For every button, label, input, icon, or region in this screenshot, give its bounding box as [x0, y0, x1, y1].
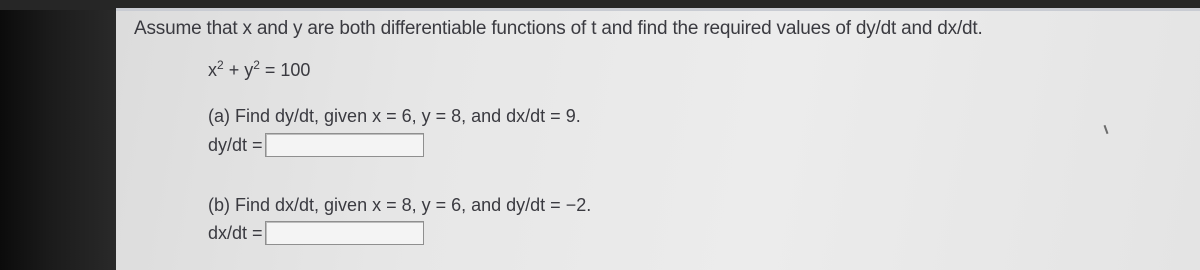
equation-x-exponent: 2: [217, 58, 224, 72]
part-a-answer-row: [208, 133, 424, 157]
monitor-bezel: [0, 0, 120, 270]
dy-dt-answer-input[interactable]: [265, 133, 424, 157]
part-a-prompt: (a) Find dy/dt, given x = 6, y = 8, and dx/dt = 9.: [208, 106, 581, 126]
equation-y: y: [244, 60, 254, 80]
equation-plus: +: [223, 60, 245, 80]
part-b-prompt: (b) Find dx/dt, given x = 8, y = 6, and dy/dt = −2.: [208, 195, 592, 215]
problem-instruction: Assume that x and y are both differentiable functions of t and find the required values of dy/dt and dx/dt.: [134, 18, 983, 39]
dx-dt-answer-input[interactable]: [265, 221, 424, 245]
question-panel: [116, 8, 1200, 270]
equation-rhs: = 100: [259, 60, 311, 80]
part-b-answer-label: dx/dt =: [208, 222, 263, 243]
part-b-answer-row: [208, 221, 424, 245]
given-equation: [208, 60, 310, 81]
panel-top-border: [116, 8, 1200, 11]
equation-x: x: [208, 60, 217, 80]
part-a-answer-label: dy/dt =: [208, 134, 263, 155]
equation-y-exponent: 2: [253, 58, 260, 72]
